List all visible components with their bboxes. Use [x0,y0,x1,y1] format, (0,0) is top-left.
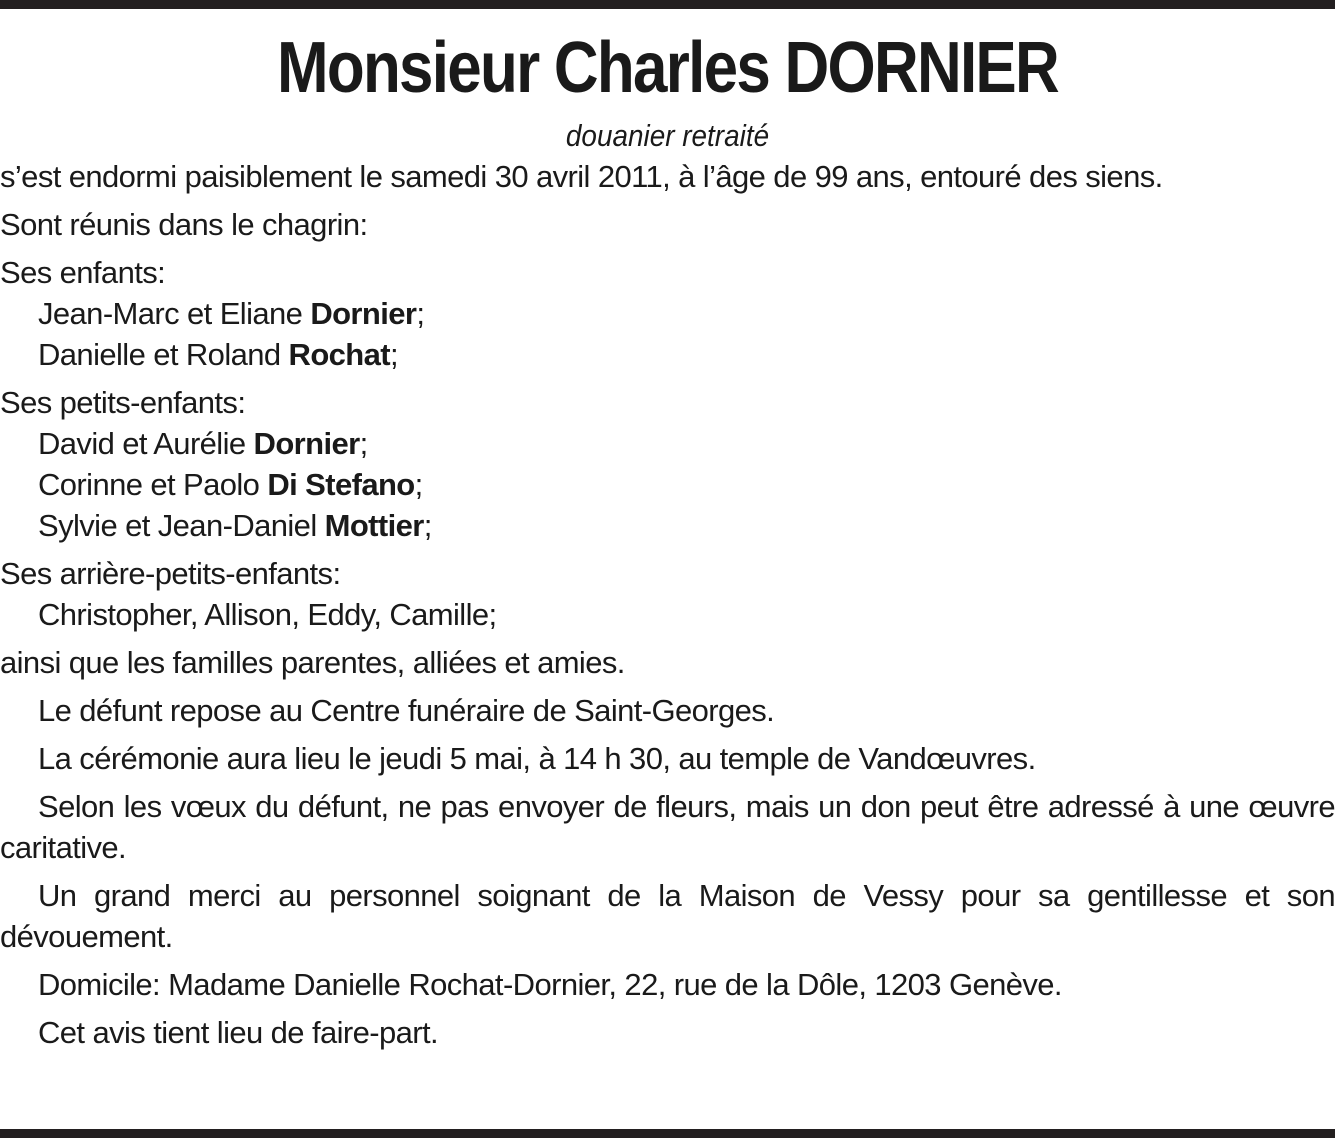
family-entry: Corinne et Paolo Di Stefano; [38,467,423,502]
ceremony-paragraph: La cérémonie aura lieu le jeudi 5 mai, à 14 h 30, au temple de Vandœuvres. [38,741,1036,776]
family-entry: Danielle et Roland Rochat; [38,337,399,372]
flowers-paragraph: Selon les vœux du défunt, ne pas envoyer de fleurs, mais un don peut être adressé à une œuvre caritative. [0,789,1335,865]
family-entry: Jean-Marc et Eliane Dornier; [38,296,425,331]
great-grandchildren-heading: Ses arrière-petits-enfants: [0,556,341,591]
family-entry: David et Aurélie Dornier; [38,426,368,461]
family-surname: Mottier [324,508,424,543]
bottom-border-rule [0,1129,1335,1138]
grandchildren-section [0,382,1335,546]
domicile-paragraph: Domicile: Madame Danielle Rochat-Dornier, 22, rue de la Dôle, 1203 Genève. [38,967,1062,1002]
thanks-paragraph: Un grand merci au personnel soignant de la Maison de Vessy pour sa gentillesse et son dévouement. [0,878,1335,954]
family-given-names: Jean-Marc et Eliane [38,296,311,331]
great-grandchildren-section [0,553,1335,635]
children-heading: Ses enfants: [0,255,166,290]
repose-paragraph: Le défunt repose au Centre funéraire de Saint-Georges. [38,693,775,728]
grandchildren-heading: Ses petits-enfants: [0,385,246,420]
obituary-notice [0,22,1335,1053]
family-given-names: Corinne et Paolo [38,467,268,502]
family-given-names: Danielle et Roland [38,337,289,372]
families-line: ainsi que les familles parentes, alliées et amies. [0,645,625,680]
family-surname: Di Stefano [267,467,415,502]
grief-line: Sont réunis dans le chagrin: [0,207,368,242]
family-given-names: Sylvie et Jean-Daniel [38,508,325,543]
great-grandchildren-names: Christopher, Allison, Eddy, Camille; [38,597,497,632]
children-section [0,252,1335,375]
family-entry: Sylvie et Jean-Daniel Mottier; [38,508,432,543]
family-given-names: David et Aurélie [38,426,254,461]
family-surname: Dornier [253,426,360,461]
top-border-rule [0,0,1335,9]
closing-paragraph: Cet avis tient lieu de faire-part. [38,1015,439,1050]
notice-subtitle: douanier retraité [565,118,770,153]
intro-paragraph: s’est endormi paisiblement le samedi 30 avril 2011, à l’âge de 99 ans, entouré des siens. [0,159,1163,194]
family-surname: Rochat [288,337,391,372]
notice-title: Monsieur Charles DORNIER [276,28,1059,108]
family-surname: Dornier [310,296,417,331]
